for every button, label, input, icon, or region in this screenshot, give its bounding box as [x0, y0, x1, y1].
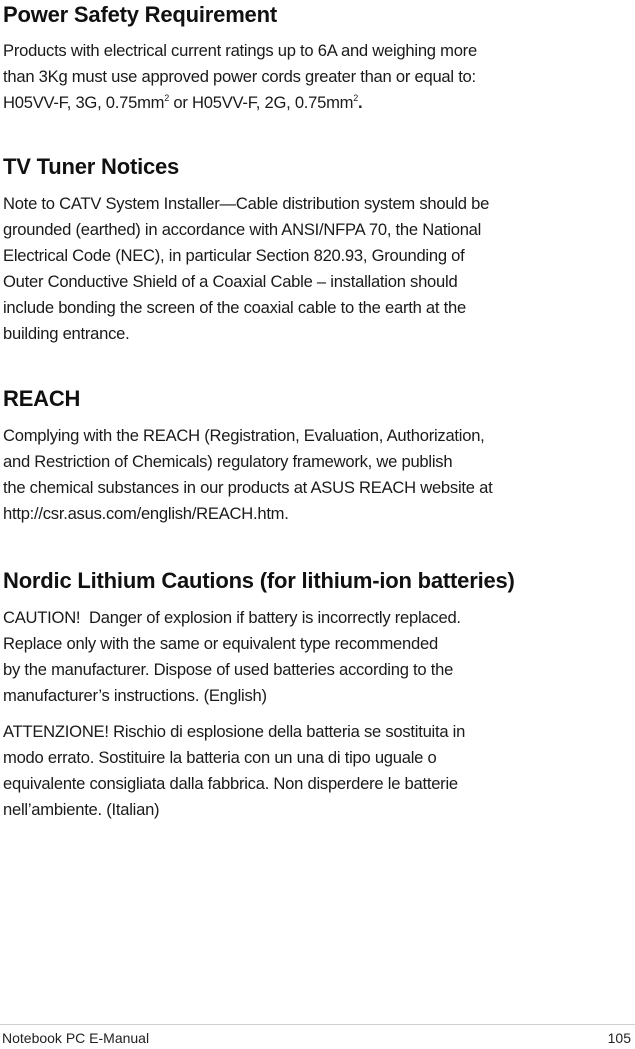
- text-line: manufacturer’s instructions. (English): [3, 686, 267, 705]
- nordic-english-paragraph: [3, 605, 603, 709]
- power-safety-paragraph: [3, 38, 603, 116]
- reach-section: [3, 384, 603, 527]
- power-line-2: than 3Kg must use approved power cords greater than or equal to:: [3, 67, 476, 86]
- power-line-3a: H05VV-F, 3G, 0.75mm: [3, 93, 165, 112]
- text-line: equivalente consigliata dalla fabbrica. Non disperdere le batterie: [3, 774, 458, 793]
- text-line: modo errato. Sostituire la batteria con un una di tipo uguale o: [3, 748, 437, 767]
- superscript-2: 2: [353, 93, 359, 103]
- power-safety-heading: Power Safety Requirement: [3, 2, 277, 27]
- power-line-3b: or H05VV-F, 2G, 0.75mm: [169, 93, 354, 112]
- nordic-italian-paragraph: [3, 719, 603, 823]
- text-line: nell’ambiente. (Italian): [3, 800, 160, 819]
- text-line: ATTENZIONE! Rischio di esplosione della batteria se sostituita in: [3, 722, 466, 741]
- power-safety-section: [3, 0, 603, 116]
- tv-tuner-paragraph: [3, 191, 603, 347]
- nordic-lithium-section: [3, 566, 603, 823]
- text-line: include bonding the screen of the coaxial cable to the earth at the: [3, 298, 466, 317]
- reach-heading: REACH: [3, 386, 81, 411]
- text-line: building entrance.: [3, 324, 130, 343]
- text-line: Replace only with the same or equivalent type recommended: [3, 634, 438, 653]
- tv-tuner-heading: TV Tuner Notices: [3, 154, 180, 179]
- page-number: 105: [607, 1030, 631, 1046]
- page-footer: [0, 1024, 635, 1049]
- text-line: Note to CATV System Installer—Cable distribution system should be: [3, 194, 490, 213]
- text-line: the chemical substances in our products at ASUS REACH website at: [3, 478, 493, 497]
- reach-paragraph: [3, 423, 603, 527]
- text-line: by the manufacturer. Dispose of used batteries according to the: [3, 660, 454, 679]
- superscript-2: 2: [164, 93, 170, 103]
- nordic-lithium-heading: Nordic Lithium Cautions (for lithium-ion batteries): [3, 568, 515, 593]
- manual-title: Notebook PC E-Manual: [2, 1030, 150, 1046]
- text-line: Complying with the REACH (Registration, Evaluation, Authorization,: [3, 426, 485, 445]
- text-line: Outer Conductive Shield of a Coaxial Cable – installation should: [3, 272, 458, 291]
- text-line: Electrical Code (NEC), in particular Section 820.93, Grounding of: [3, 246, 465, 265]
- text-line: CAUTION! Danger of explosion if battery is incorrectly replaced.: [3, 608, 461, 627]
- power-line-1: Products with electrical current ratings up to 6A and weighing more: [3, 41, 477, 60]
- text-line: and Restriction of Chemicals) regulatory framework, we publish: [3, 452, 453, 471]
- tv-tuner-section: [3, 152, 603, 347]
- reach-url: http://csr.asus.com/english/REACH.htm.: [3, 504, 289, 523]
- power-line-3-end: .: [358, 93, 363, 112]
- text-line: grounded (earthed) in accordance with ANSI/NFPA 70, the National: [3, 220, 482, 239]
